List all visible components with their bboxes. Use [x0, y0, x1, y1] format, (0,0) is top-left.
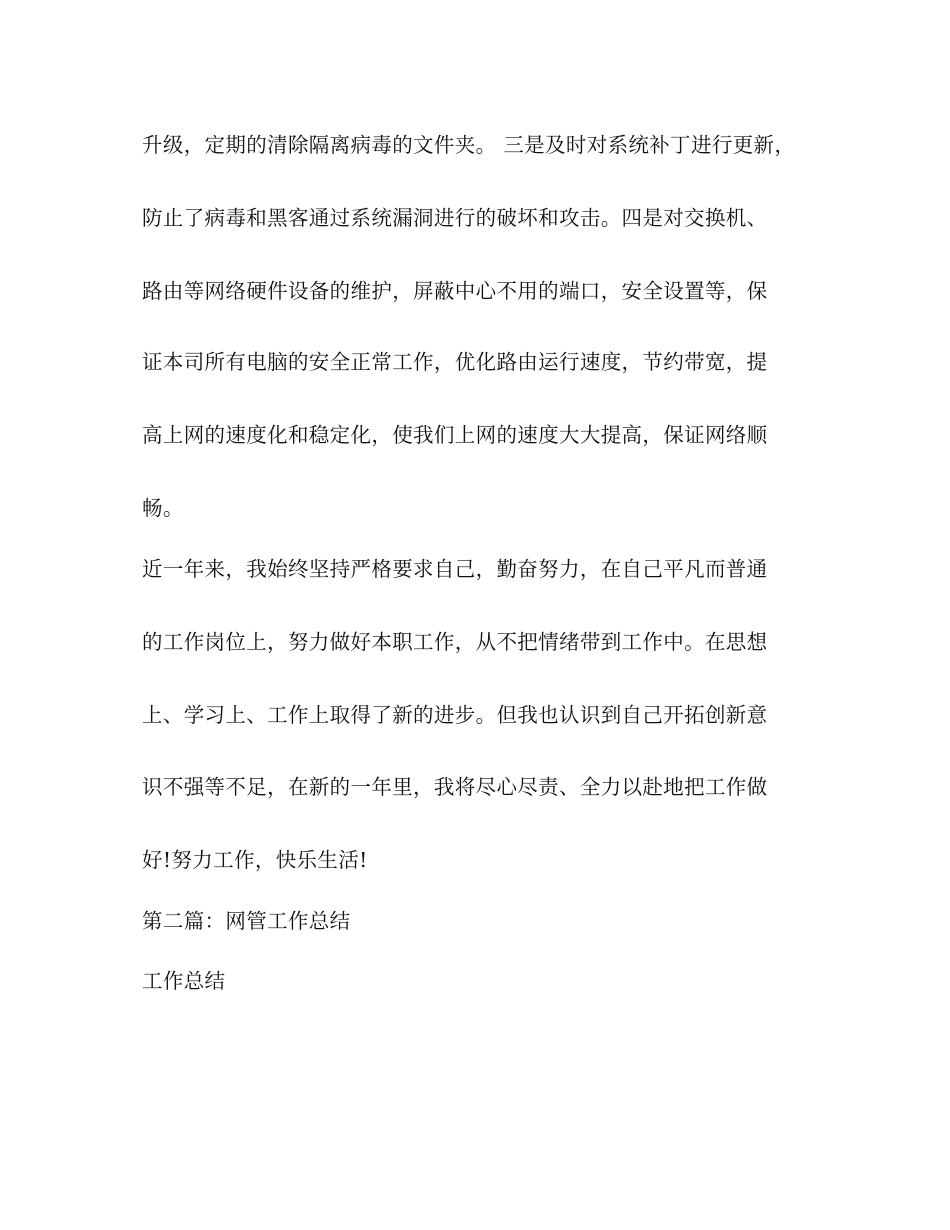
- paragraph-1-line-6: 畅。: [142, 496, 184, 520]
- paragraph-2-line-2: 的工作岗位上，努力做好本职工作，从不把情绪带到工作中。在思想: [142, 630, 768, 654]
- paragraph-2-line-5: 好!努力工作，快乐生活!: [142, 848, 368, 872]
- paragraph-2-line-1: 近一年来，我始终坚持严格要求自己，勤奋努力，在自己平凡而普通: [142, 557, 768, 581]
- paragraph-2-line-3: 上、学习上、工作上取得了新的进步。但我也认识到自己开拓创新意: [142, 703, 768, 727]
- paragraph-2-line-4: 识不强等不足，在新的一年里，我将尽心尽责、全力以赴地把工作做: [142, 775, 768, 799]
- paragraph-1-line-3: 路由等网络硬件设备的维护，屏蔽中心不用的端口，安全设置等，保: [142, 279, 768, 303]
- paragraph-1-line-2: 防止了病毒和黑客通过系统漏洞进行的破坏和攻击。四是对交换机、: [142, 206, 768, 230]
- paragraph-1-line-5: 高上网的速度化和稳定化，使我们上网的速度大大提高，保证网络顺: [142, 423, 768, 447]
- paragraph-1-line-4: 证本司所有电脑的安全正常工作，优化路由运行速度，节约带宽，提: [142, 350, 768, 374]
- paragraph-1-line-1: 升级，定期的清除隔离病毒的文件夹。 三是及时对系统补丁进行更新，: [142, 133, 796, 157]
- section-heading: 第二篇：网管工作总结: [142, 909, 351, 933]
- sub-heading: 工作总结: [142, 969, 226, 993]
